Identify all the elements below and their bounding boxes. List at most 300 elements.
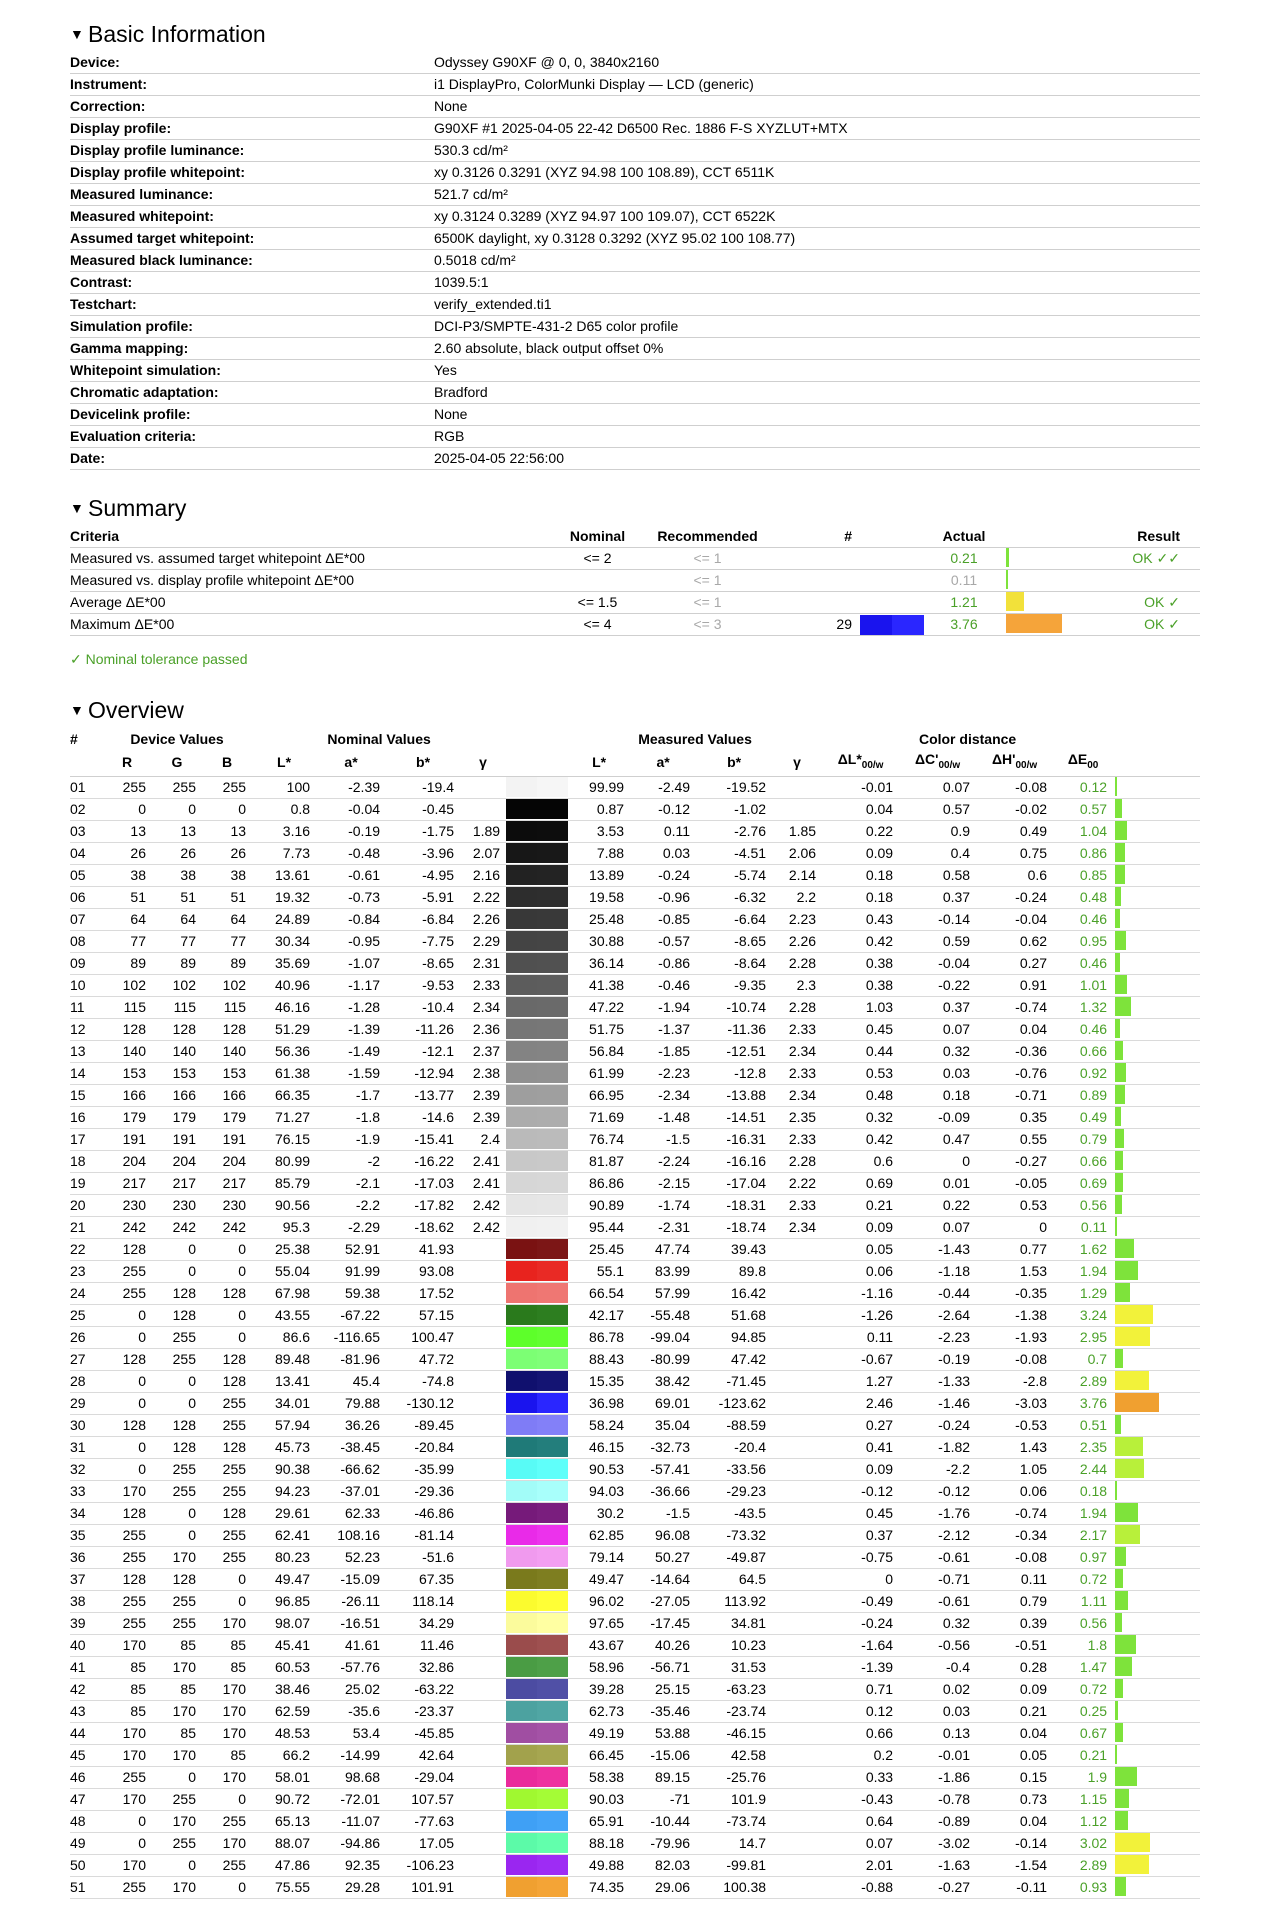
overview-row [70, 1832, 1200, 1854]
device-r: 128 [102, 1502, 152, 1524]
delta-h: -1.54 [976, 1854, 1053, 1876]
swatch-measured [537, 1239, 568, 1259]
nominal-a: -1.07 [316, 952, 386, 974]
nominal-l: 48.53 [252, 1722, 316, 1744]
delta-c: 0.03 [899, 1700, 976, 1722]
nominal-a: -0.04 [316, 798, 386, 820]
overview-row [70, 1260, 1200, 1282]
nominal-gamma [460, 1678, 506, 1700]
nominal-gamma [460, 1348, 506, 1370]
nominal-gamma [460, 1392, 506, 1414]
nominal-gamma: 2.38 [460, 1062, 506, 1084]
delta-e: 0.97 [1053, 1546, 1113, 1568]
nominal-l: 60.53 [252, 1656, 316, 1678]
measured-l: 25.48 [568, 908, 630, 930]
delta-c: 0.03 [899, 1062, 976, 1084]
nominal-l: 30.34 [252, 930, 316, 952]
delta-c: 0.59 [899, 930, 976, 952]
measured-gamma [772, 1788, 822, 1810]
swatch-nominal [506, 1613, 537, 1633]
summary-recommended: <= 3 [645, 614, 770, 636]
overview-row [70, 1304, 1200, 1326]
device-r: 0 [102, 1810, 152, 1832]
device-g: 0 [152, 1238, 202, 1260]
nominal-a: -0.95 [316, 930, 386, 952]
nominal-b: -5.91 [386, 886, 460, 908]
row-num: 33 [70, 1480, 102, 1502]
delta-e-bar-cell [1113, 974, 1200, 996]
row-num: 47 [70, 1788, 102, 1810]
swatch-measured [537, 931, 568, 951]
delta-e-bar-cell [1113, 1304, 1200, 1326]
delta-e-bar-cell [1113, 996, 1200, 1018]
swatch-nominal [506, 1393, 537, 1413]
measured-a: 96.08 [630, 1524, 696, 1546]
overview-row [70, 1634, 1200, 1656]
nominal-l: 94.23 [252, 1480, 316, 1502]
delta-l: 0.6 [822, 1150, 899, 1172]
row-num: 01 [70, 776, 102, 798]
basic-info-row [70, 294, 1200, 316]
device-g: 102 [152, 974, 202, 996]
measured-l: 36.14 [568, 952, 630, 974]
overview-row [70, 1458, 1200, 1480]
color-swatch [506, 1392, 568, 1414]
device-b: 0 [202, 1590, 252, 1612]
delta-e-bar [1115, 1569, 1123, 1588]
measured-b: -8.64 [696, 952, 772, 974]
measured-b: -17.04 [696, 1172, 772, 1194]
delta-e: 0.69 [1053, 1172, 1113, 1194]
measured-a: 0.03 [630, 842, 696, 864]
measured-l: 39.28 [568, 1678, 630, 1700]
color-swatch [506, 1348, 568, 1370]
device-g: 128 [152, 1436, 202, 1458]
swatch-measured [537, 1877, 568, 1897]
nominal-b: 107.57 [386, 1788, 460, 1810]
nominal-l: 43.55 [252, 1304, 316, 1326]
device-g: 128 [152, 1282, 202, 1304]
measured-a: -0.24 [630, 864, 696, 886]
delta-e: 0.67 [1053, 1722, 1113, 1744]
col-delta-e: $\Delta E_{00}$ [1053, 749, 1113, 776]
delta-e-bar-cell [1113, 930, 1200, 952]
summary-bar [1006, 614, 1062, 633]
row-num: 46 [70, 1766, 102, 1788]
delta-l: -0.24 [822, 1612, 899, 1634]
basic-info-value: Bradford [434, 382, 1200, 404]
summary-bar [1006, 570, 1008, 589]
overview-row [70, 1106, 1200, 1128]
measured-a: 0.11 [630, 820, 696, 842]
nominal-a: -1.59 [316, 1062, 386, 1084]
delta-e-bar-cell [1113, 776, 1200, 798]
nominal-gamma: 2.29 [460, 930, 506, 952]
device-b: 0 [202, 1326, 252, 1348]
swatch-nominal [506, 1107, 537, 1127]
device-g: 0 [152, 1370, 202, 1392]
measured-l: 90.03 [568, 1788, 630, 1810]
device-r: 170 [102, 1854, 152, 1876]
color-swatch [506, 974, 568, 996]
delta-e: 1.94 [1053, 1502, 1113, 1524]
color-swatch [506, 908, 568, 930]
collapse-triangle-icon[interactable]: ▼ [70, 26, 84, 42]
delta-c: 0.18 [899, 1084, 976, 1106]
device-b: 128 [202, 1348, 252, 1370]
measured-a: 83.99 [630, 1260, 696, 1282]
device-b: 26 [202, 842, 252, 864]
measured-gamma [772, 1832, 822, 1854]
swatch-nominal [506, 1481, 537, 1501]
swatch-nominal [506, 1701, 537, 1721]
device-g: 204 [152, 1150, 202, 1172]
device-g: 170 [152, 1656, 202, 1678]
swatch-nominal [506, 1217, 537, 1237]
delta-e-bar-cell [1113, 1150, 1200, 1172]
overview-header-num: # [70, 730, 78, 747]
measured-gamma [772, 1260, 822, 1282]
swatch-measured [537, 1613, 568, 1633]
device-b: 255 [202, 1810, 252, 1832]
swatch-nominal [506, 1459, 537, 1479]
device-b: 255 [202, 1414, 252, 1436]
measured-gamma: 2.23 [772, 908, 822, 930]
device-g: 170 [152, 1700, 202, 1722]
overview-row [70, 1128, 1200, 1150]
delta-h: -0.08 [976, 1348, 1053, 1370]
delta-e-bar-cell [1113, 1590, 1200, 1612]
row-num: 49 [70, 1832, 102, 1854]
measured-gamma [772, 1700, 822, 1722]
basic-info-value: 521.7 cd/m² [434, 184, 1200, 206]
measured-b: -1.02 [696, 798, 772, 820]
delta-h: 0.91 [976, 974, 1053, 996]
swatch-measured [537, 1767, 568, 1787]
measured-l: 56.84 [568, 1040, 630, 1062]
delta-l: 0.21 [822, 1194, 899, 1216]
device-b: 242 [202, 1216, 252, 1238]
delta-h: -0.27 [976, 1150, 1053, 1172]
swatch-nominal [506, 1173, 537, 1193]
delta-e-bar-cell [1113, 1678, 1200, 1700]
delta-l: -0.75 [822, 1546, 899, 1568]
nominal-b: -14.6 [386, 1106, 460, 1128]
measured-l: 88.18 [568, 1832, 630, 1854]
measured-a: -71 [630, 1788, 696, 1810]
nominal-b: -46.86 [386, 1502, 460, 1524]
swatch-nominal [506, 1525, 537, 1545]
measured-b: 101.9 [696, 1788, 772, 1810]
measured-b: -13.88 [696, 1084, 772, 1106]
nominal-a: 45.4 [316, 1370, 386, 1392]
measured-a: -0.46 [630, 974, 696, 996]
nominal-b: -20.84 [386, 1436, 460, 1458]
summary-bar [1006, 592, 1024, 611]
delta-c: -0.44 [899, 1282, 976, 1304]
device-b: 128 [202, 1282, 252, 1304]
device-b: 64 [202, 908, 252, 930]
device-b: 255 [202, 1480, 252, 1502]
nominal-gamma [460, 1590, 506, 1612]
device-r: 85 [102, 1678, 152, 1700]
measured-b: -20.4 [696, 1436, 772, 1458]
measured-gamma [772, 1810, 822, 1832]
measured-b: 10.23 [696, 1634, 772, 1656]
nominal-a: -0.73 [316, 886, 386, 908]
nominal-b: -89.45 [386, 1414, 460, 1436]
swatch-nominal [506, 1503, 537, 1523]
delta-e-bar [1115, 1151, 1123, 1170]
nominal-l: 62.41 [252, 1524, 316, 1546]
nominal-b: -13.77 [386, 1084, 460, 1106]
swatch-nominal [506, 909, 537, 929]
device-b: 0 [202, 1788, 252, 1810]
device-g: 255 [152, 1832, 202, 1854]
swatch-nominal [506, 1371, 537, 1391]
measured-l: 41.38 [568, 974, 630, 996]
delta-h: 0.05 [976, 1744, 1053, 1766]
basic-info-row [70, 228, 1200, 250]
delta-e-bar [1115, 997, 1131, 1016]
swatch-half [860, 615, 892, 635]
row-num: 24 [70, 1282, 102, 1304]
basic-info-value: 2025-04-05 22:56:00 [434, 448, 1200, 470]
device-r: 0 [102, 1458, 152, 1480]
swatch-measured [537, 1635, 568, 1655]
device-r: 115 [102, 996, 152, 1018]
device-g: 128 [152, 1018, 202, 1040]
delta-c: -1.33 [899, 1370, 976, 1392]
nominal-gamma: 2.42 [460, 1194, 506, 1216]
swatch-nominal [506, 1767, 537, 1787]
delta-e: 0.18 [1053, 1480, 1113, 1502]
row-num: 04 [70, 842, 102, 864]
swatch-nominal [506, 1855, 537, 1875]
nominal-b: 32.86 [386, 1656, 460, 1678]
delta-e: 1.94 [1053, 1260, 1113, 1282]
measured-l: 30.2 [568, 1502, 630, 1524]
device-r: 85 [102, 1656, 152, 1678]
delta-e-bar [1115, 1195, 1122, 1214]
measured-b: 51.68 [696, 1304, 772, 1326]
nominal-b: 118.14 [386, 1590, 460, 1612]
nominal-gamma [460, 1744, 506, 1766]
measured-b: -88.59 [696, 1414, 772, 1436]
device-r: 128 [102, 1238, 152, 1260]
delta-l: 0.12 [822, 1700, 899, 1722]
delta-e: 1.12 [1053, 1810, 1113, 1832]
measured-a: -0.57 [630, 930, 696, 952]
summary-bar-cell [1004, 548, 1084, 570]
delta-e-bar [1115, 1415, 1121, 1434]
basic-info-row [70, 140, 1200, 162]
measured-l: 19.58 [568, 886, 630, 908]
color-swatch [506, 1832, 568, 1854]
measured-gamma [772, 1546, 822, 1568]
delta-e-bar-cell [1113, 1480, 1200, 1502]
nominal-a: 52.23 [316, 1546, 386, 1568]
swatch-nominal [506, 1349, 537, 1369]
measured-gamma [772, 1766, 822, 1788]
device-g: 217 [152, 1172, 202, 1194]
overview-row [70, 1216, 1200, 1238]
delta-e: 1.01 [1053, 974, 1113, 996]
nominal-gamma [460, 1524, 506, 1546]
delta-e-bar-cell [1113, 1810, 1200, 1832]
device-r: 0 [102, 1436, 152, 1458]
delta-e-bar [1115, 1481, 1117, 1500]
swatch-nominal [506, 865, 537, 885]
measured-gamma [772, 1678, 822, 1700]
collapse-triangle-icon[interactable]: ▼ [70, 500, 84, 516]
nominal-gamma [460, 1414, 506, 1436]
color-swatch [506, 776, 568, 798]
nominal-b: -29.04 [386, 1766, 460, 1788]
delta-e: 0.21 [1053, 1744, 1113, 1766]
nominal-l: 96.85 [252, 1590, 316, 1612]
color-swatch [506, 1700, 568, 1722]
swatch-measured [537, 1151, 568, 1171]
nominal-gamma [460, 1480, 506, 1502]
delta-c: 0.07 [899, 1018, 976, 1040]
measured-gamma [772, 1656, 822, 1678]
delta-c: -0.61 [899, 1590, 976, 1612]
swatch-nominal [506, 1305, 537, 1325]
nominal-a: 29.28 [316, 1876, 386, 1898]
delta-e: 0.72 [1053, 1678, 1113, 1700]
measured-a: -2.49 [630, 776, 696, 798]
measured-gamma [772, 1854, 822, 1876]
delta-e-bar-cell [1113, 1282, 1200, 1304]
swatch-measured [537, 1283, 568, 1303]
delta-e-bar [1115, 1591, 1128, 1610]
delta-l: 0.42 [822, 1128, 899, 1150]
nominal-b: 11.46 [386, 1634, 460, 1656]
swatch-measured [537, 887, 568, 907]
delta-c: -2.64 [899, 1304, 976, 1326]
collapse-triangle-icon[interactable]: ▼ [70, 702, 84, 718]
device-b: 204 [202, 1150, 252, 1172]
overview-heading[interactable]: ▼ Overview [70, 692, 1200, 728]
measured-l: 86.78 [568, 1326, 630, 1348]
delta-h: -0.74 [976, 996, 1053, 1018]
delta-e-bar-cell [1113, 1458, 1200, 1480]
measured-l: 65.91 [568, 1810, 630, 1832]
row-num: 19 [70, 1172, 102, 1194]
delta-e-bar-cell [1113, 842, 1200, 864]
summary-result [1084, 570, 1200, 592]
color-swatch [506, 1524, 568, 1546]
nominal-b: -77.63 [386, 1810, 460, 1832]
summary-nominal: <= 4 [550, 614, 645, 636]
measured-a: 29.06 [630, 1876, 696, 1898]
device-b: 85 [202, 1634, 252, 1656]
basic-info-key: Measured luminance: [70, 184, 434, 206]
nominal-b: -17.82 [386, 1194, 460, 1216]
device-g: 140 [152, 1040, 202, 1062]
device-r: 230 [102, 1194, 152, 1216]
summary-bar-cell [1004, 570, 1084, 592]
color-swatch [506, 1436, 568, 1458]
basic-info-value: None [434, 404, 1200, 426]
nominal-b: -11.26 [386, 1018, 460, 1040]
summary-num [770, 592, 860, 614]
delta-e-bar [1115, 1371, 1149, 1390]
nominal-gamma: 2.4 [460, 1128, 506, 1150]
swatch-measured [537, 1349, 568, 1369]
measured-l: 61.99 [568, 1062, 630, 1084]
measured-a: -2.34 [630, 1084, 696, 1106]
delta-c: -0.4 [899, 1656, 976, 1678]
measured-b: -33.56 [696, 1458, 772, 1480]
basic-info-row [70, 448, 1200, 470]
swatch-measured [537, 1525, 568, 1545]
device-r: 0 [102, 1304, 152, 1326]
measured-a: -1.85 [630, 1040, 696, 1062]
delta-l: 0.64 [822, 1810, 899, 1832]
delta-l: 2.01 [822, 1854, 899, 1876]
measured-l: 42.17 [568, 1304, 630, 1326]
measured-gamma: 2.28 [772, 1150, 822, 1172]
measured-l: 94.03 [568, 1480, 630, 1502]
device-r: 170 [102, 1744, 152, 1766]
row-num: 38 [70, 1590, 102, 1612]
nominal-b: -12.1 [386, 1040, 460, 1062]
overview-row [70, 1084, 1200, 1106]
swatch-measured [537, 1679, 568, 1699]
basic-info-row [70, 74, 1200, 96]
overview-table [70, 728, 1200, 1899]
nominal-gamma [460, 1876, 506, 1898]
basic-info-key: Whitepoint simulation: [70, 360, 434, 382]
delta-e-bar-cell [1113, 1194, 1200, 1216]
color-swatch [506, 1194, 568, 1216]
swatch-nominal [506, 1019, 537, 1039]
delta-e-bar [1115, 1063, 1126, 1082]
device-r: 0 [102, 1392, 152, 1414]
color-swatch [506, 820, 568, 842]
delta-e-bar-cell [1113, 1832, 1200, 1854]
device-b: 255 [202, 1854, 252, 1876]
color-swatch [506, 1172, 568, 1194]
summary-heading[interactable]: ▼ Summary [70, 490, 1200, 526]
nominal-l: 3.16 [252, 820, 316, 842]
basic-info-value: 0.5018 cd/m² [434, 250, 1200, 272]
overview-row [70, 1348, 1200, 1370]
nominal-a: -37.01 [316, 1480, 386, 1502]
delta-h: -0.74 [976, 1502, 1053, 1524]
measured-a: -99.04 [630, 1326, 696, 1348]
nominal-gamma [460, 798, 506, 820]
delta-c: 0.02 [899, 1678, 976, 1700]
delta-h: 0.21 [976, 1700, 1053, 1722]
swatch-nominal [506, 1635, 537, 1655]
row-num: 44 [70, 1722, 102, 1744]
swatch-nominal [506, 1239, 537, 1259]
measured-b: 89.8 [696, 1260, 772, 1282]
measured-gamma: 2.28 [772, 952, 822, 974]
nominal-a: -16.51 [316, 1612, 386, 1634]
color-swatch [506, 1040, 568, 1062]
color-swatch [506, 1414, 568, 1436]
device-r: 85 [102, 1700, 152, 1722]
basic-info-heading[interactable]: ▼ Basic Information [70, 16, 1200, 52]
measured-gamma [772, 1876, 822, 1898]
delta-c: 0.58 [899, 864, 976, 886]
delta-e-bar [1115, 975, 1127, 994]
overview-row [70, 1854, 1200, 1876]
